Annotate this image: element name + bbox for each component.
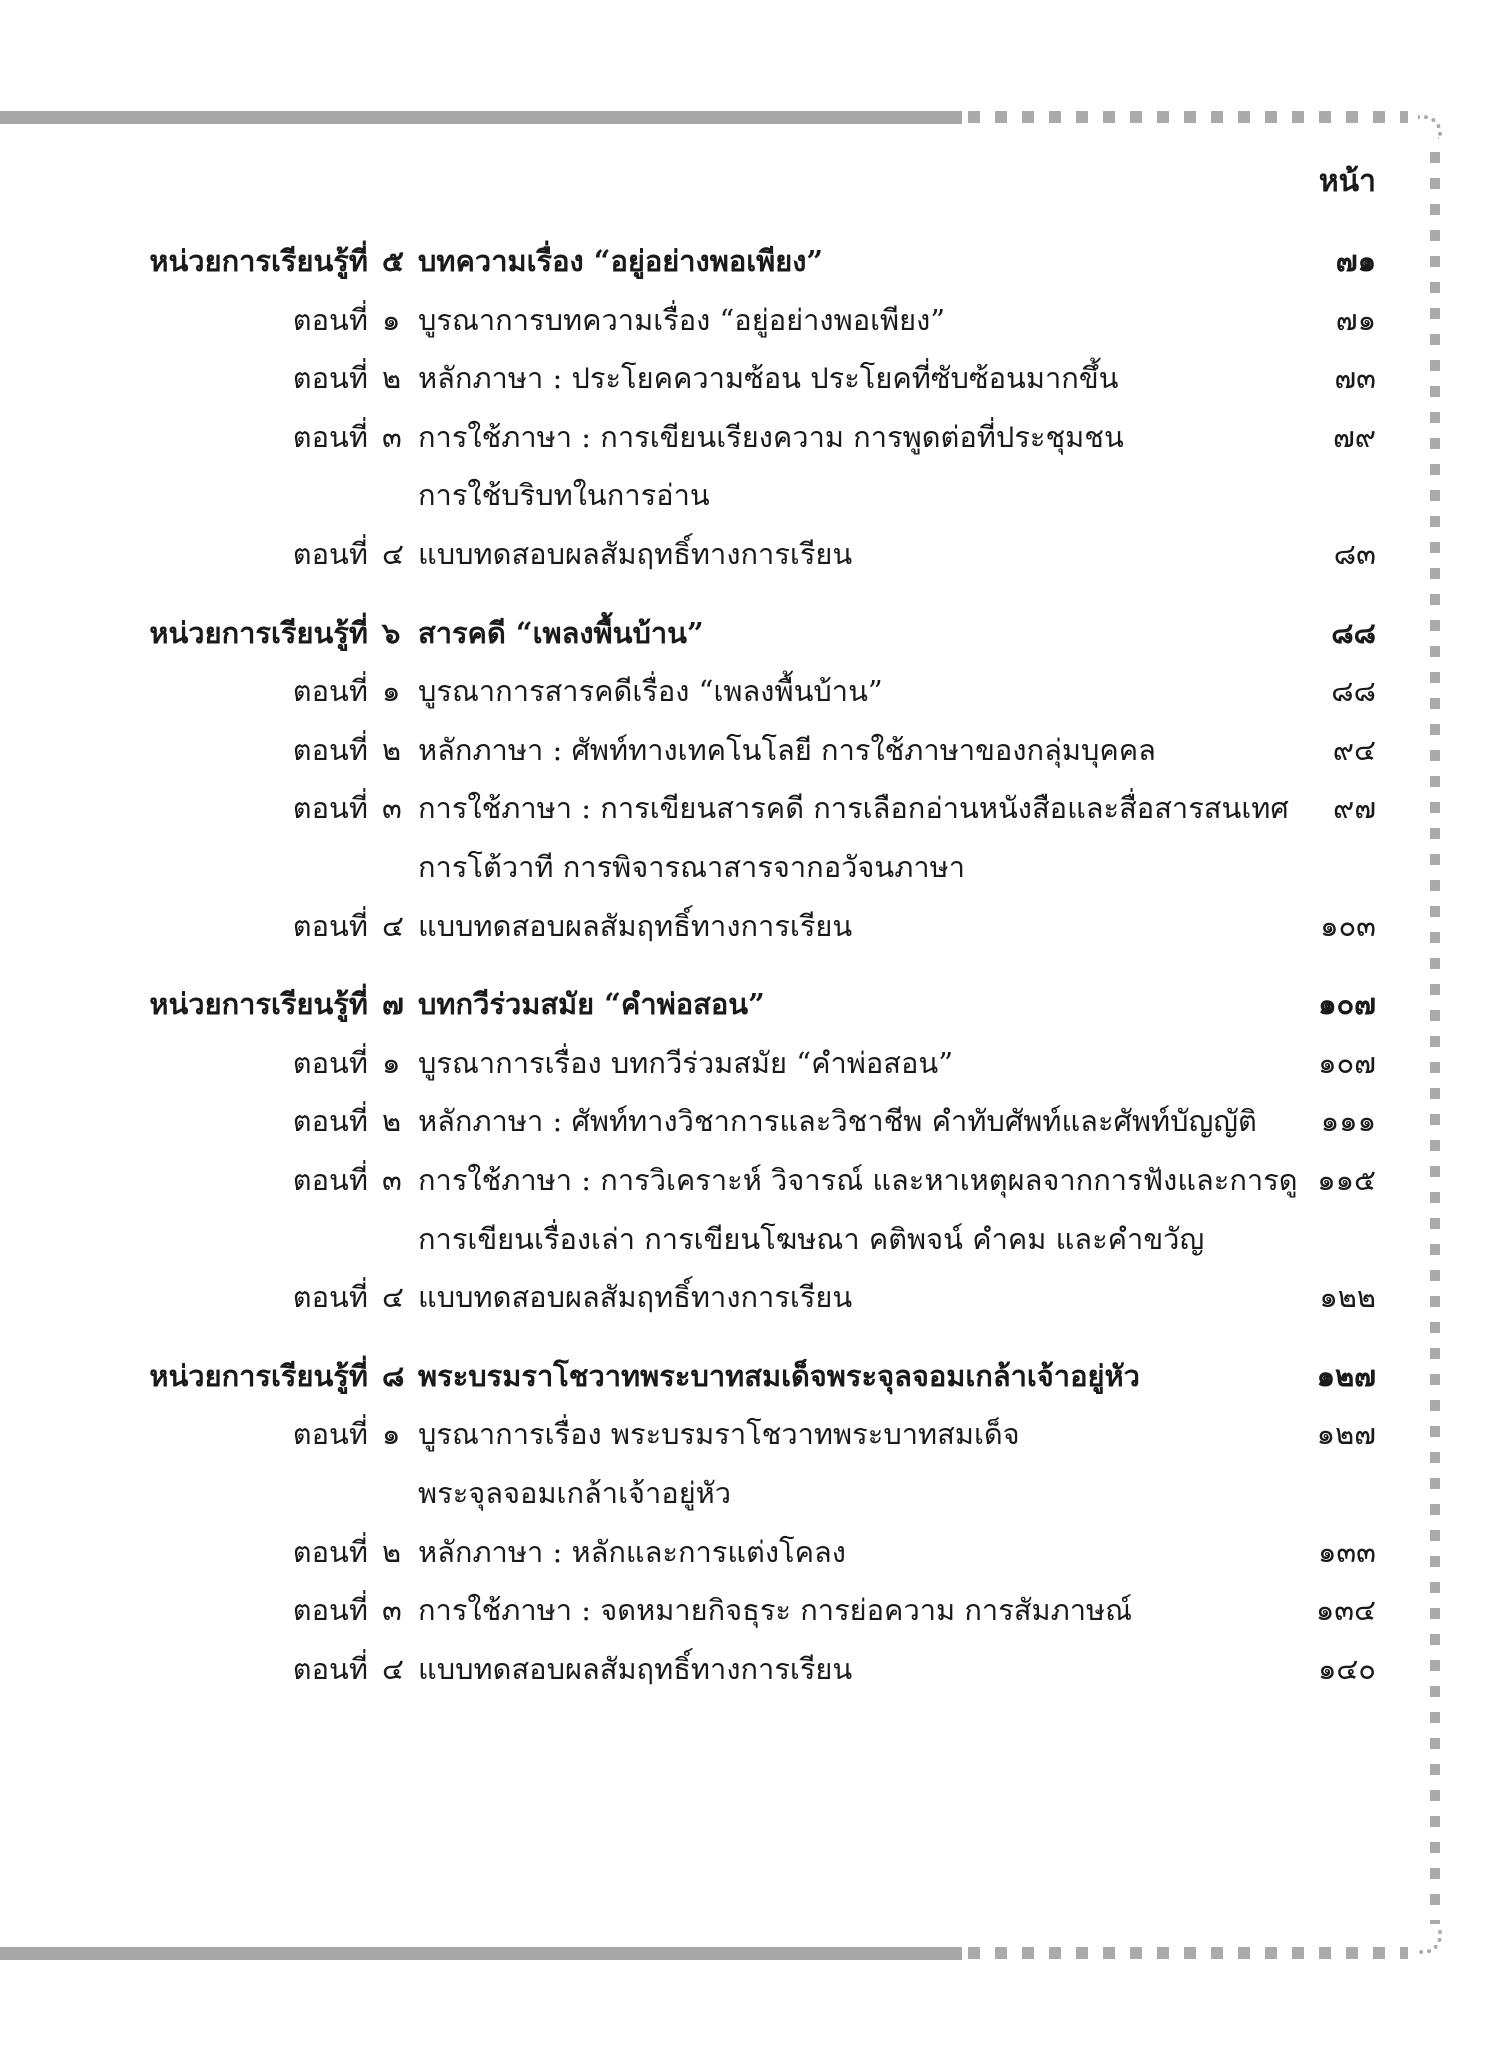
toc-section-row[interactable] — [0, 529, 1496, 579]
section-label: ตอนที่ — [292, 791, 368, 826]
page-number: ๑๓๔ — [1315, 1593, 1376, 1628]
toc-section-row[interactable] — [0, 1096, 1496, 1146]
section-number: ๓ — [382, 1163, 402, 1197]
section-label: ตอนที่ — [292, 1534, 368, 1569]
section-label: ตอนที่ — [292, 1417, 368, 1452]
section-label: ตอนที่ — [292, 1651, 368, 1686]
section-label: ตอนที่ — [292, 419, 368, 454]
section-title: การใช้ภาษา : การเขียนสารคดี การเลือกอ่านหนังสือและสื่อสารสนเทศ — [418, 791, 1289, 826]
section-number: ๒ — [382, 1104, 402, 1139]
unit-label: หน่วยการเรียนรู้ที่ — [149, 987, 368, 1022]
section-number: ๒ — [382, 1534, 402, 1569]
section-title: แบบทดสอบผลสัมฤทธิ์ทางการเรียน — [418, 908, 853, 943]
unit-label: หน่วยการเรียนรู้ที่ — [149, 244, 368, 278]
section-label: ตอนที่ — [292, 302, 368, 337]
toc-section-row[interactable] — [0, 1272, 1496, 1322]
page-number: ๑๓๓ — [1317, 1534, 1376, 1569]
page-number: ๙๗ — [1332, 791, 1376, 826]
section-number: ๑ — [382, 1417, 401, 1452]
section-number: ๓ — [382, 419, 402, 454]
section-title: บูรณาการบทความเรื่อง “อยู่อย่างพอเพียง” — [418, 302, 946, 337]
section-title: หลักภาษา : ศัพท์ทางวิชาการและวิชาชีพ คำทับศัพท์และศัพท์บัญญัติ — [418, 1104, 1257, 1139]
page-column-header: หน้า — [1318, 164, 1376, 199]
toc-unit-row[interactable] — [0, 1351, 1496, 1401]
page-number: ๗๑ — [1335, 244, 1376, 278]
section-label: ตอนที่ — [292, 1593, 368, 1628]
page-number: ๑๐๗ — [1318, 987, 1376, 1022]
unit-title: พระบรมราโชวาทพระบาทสมเด็จพระจุลจอมเกล้าเจ้าอยู่หัว — [418, 1358, 1140, 1393]
toc-section-continuation[interactable] — [0, 1214, 1496, 1264]
section-number: ๔ — [382, 1280, 404, 1315]
section-title: บูรณาการสารคดีเรื่อง “เพลงพื้นบ้าน” — [418, 674, 883, 709]
section-title: บูรณาการเรื่อง บทกวีร่วมสมัย “คำพ่อสอน” — [418, 1045, 954, 1080]
section-label: ตอนที่ — [292, 1163, 368, 1197]
page-number: ๙๔ — [1332, 732, 1376, 767]
section-title: การใช้ภาษา : การเขียนเรียงความ การพูดต่อที่ประชุมชน — [418, 419, 1124, 454]
toc-section-row[interactable] — [0, 1038, 1496, 1088]
unit-title: สารคดี “เพลงพื้นบ้าน” — [418, 615, 704, 650]
section-number: ๔ — [382, 1651, 404, 1686]
toc-section-row[interactable] — [0, 1644, 1496, 1694]
page-number: ๑๒๗ — [1316, 1417, 1376, 1452]
section-title: แบบทดสอบผลสัมฤทธิ์ทางการเรียน — [418, 537, 853, 571]
unit-number: ๘ — [382, 1358, 405, 1393]
section-title: หลักภาษา : ศัพท์ทางเทคโนโลยี การใช้ภาษาของกลุ่มบุคคล — [418, 732, 1156, 767]
page-number: ๑๔๐ — [1317, 1651, 1376, 1686]
section-number: ๔ — [382, 908, 404, 943]
toc-unit-row[interactable] — [0, 608, 1496, 658]
section-title: การใช้ภาษา : จดหมายกิจธุระ การย่อความ การสัมภาษณ์ — [418, 1593, 1133, 1628]
toc-section-row[interactable] — [0, 783, 1496, 833]
section-label: ตอนที่ — [292, 908, 368, 943]
page-number: ๑๒๒ — [1319, 1280, 1376, 1315]
toc-section-continuation[interactable] — [0, 1468, 1496, 1518]
section-label: ตอนที่ — [292, 1045, 368, 1080]
section-title: หลักภาษา : ประโยคความซ้อน ประโยคที่ซับซ้อนมากขึ้น — [418, 361, 1119, 396]
unit-title: บทความเรื่อง “อยู่อย่างพอเพียง” — [418, 244, 824, 278]
section-title: แบบทดสอบผลสัมฤทธิ์ทางการเรียน — [418, 1280, 853, 1315]
section-number: ๔ — [382, 537, 404, 571]
section-title: การใช้ภาษา : การวิเคราะห์ วิจารณ์ และหาเหตุผลจากการฟังและการดู — [418, 1163, 1298, 1197]
section-number: ๒ — [382, 361, 402, 396]
section-number: ๒ — [382, 732, 402, 767]
toc-section-row[interactable] — [0, 1155, 1496, 1205]
section-label: ตอนที่ — [292, 1280, 368, 1315]
page-number: ๘๘ — [1331, 674, 1376, 709]
page-number: ๑๐๓ — [1320, 908, 1376, 943]
page-number: ๑๑๕ — [1317, 1163, 1376, 1197]
section-number: ๑ — [382, 302, 401, 337]
section-label: ตอนที่ — [292, 674, 368, 709]
unit-title: บทกวีร่วมสมัย “คำพ่อสอน” — [418, 987, 765, 1022]
toc-section-row[interactable] — [0, 1527, 1496, 1577]
section-label: ตอนที่ — [292, 1104, 368, 1139]
toc-section-row[interactable] — [0, 725, 1496, 775]
page-number: ๘๓ — [1333, 537, 1376, 571]
toc-section-row[interactable] — [0, 666, 1496, 716]
toc-section-continuation[interactable] — [0, 470, 1496, 520]
section-number: ๑ — [382, 674, 401, 709]
section-title: การใช้บริบทในการอ่าน — [418, 478, 710, 513]
unit-label: หน่วยการเรียนรู้ที่ — [149, 615, 368, 650]
section-number: ๑ — [382, 1045, 401, 1080]
toc-section-continuation[interactable] — [0, 842, 1496, 892]
section-number: ๓ — [382, 791, 402, 826]
section-title: พระจุลจอมเกล้าเจ้าอยู่หัว — [418, 1476, 732, 1510]
toc-section-row[interactable] — [0, 1409, 1496, 1459]
section-label: ตอนที่ — [292, 732, 368, 767]
page-number: ๗๙ — [1332, 419, 1376, 454]
page-number: ๑๑๑ — [1320, 1104, 1376, 1139]
toc-section-row[interactable] — [0, 412, 1496, 462]
page-number: ๘๘ — [1331, 615, 1376, 650]
page-number: ๗๓ — [1334, 361, 1376, 396]
unit-number: ๕ — [382, 244, 404, 278]
section-title: บูรณาการเรื่อง พระบรมราโชวาทพระบาทสมเด็จ — [418, 1417, 1020, 1452]
section-title: หลักภาษา : หลักและการแต่งโคลง — [418, 1534, 846, 1569]
page-number: ๗๑ — [1335, 302, 1376, 337]
section-label: ตอนที่ — [292, 361, 368, 396]
toc-unit-row[interactable] — [0, 979, 1496, 1029]
unit-number: ๖ — [382, 615, 401, 650]
section-title: การโต้วาที การพิจารณาสารจากอวัจนภาษา — [418, 850, 966, 884]
section-title: แบบทดสอบผลสัมฤทธิ์ทางการเรียน — [418, 1651, 853, 1686]
toc-unit-row[interactable] — [0, 236, 1496, 286]
toc-section-row[interactable] — [0, 1585, 1496, 1635]
unit-number: ๗ — [382, 987, 404, 1022]
page-number: ๑๒๗ — [1316, 1358, 1376, 1393]
section-label: ตอนที่ — [292, 537, 368, 571]
toc-section-row[interactable] — [0, 295, 1496, 345]
section-title: การเขียนเรื่องเล่า การเขียนโฆษณา คติพจน์ คำคม และคำขวัญ — [418, 1221, 1205, 1256]
section-number: ๓ — [382, 1593, 402, 1628]
page-number: ๑๐๗ — [1318, 1045, 1376, 1080]
unit-label: หน่วยการเรียนรู้ที่ — [149, 1358, 368, 1393]
toc-section-row[interactable] — [0, 353, 1496, 403]
toc-section-row[interactable] — [0, 901, 1496, 951]
